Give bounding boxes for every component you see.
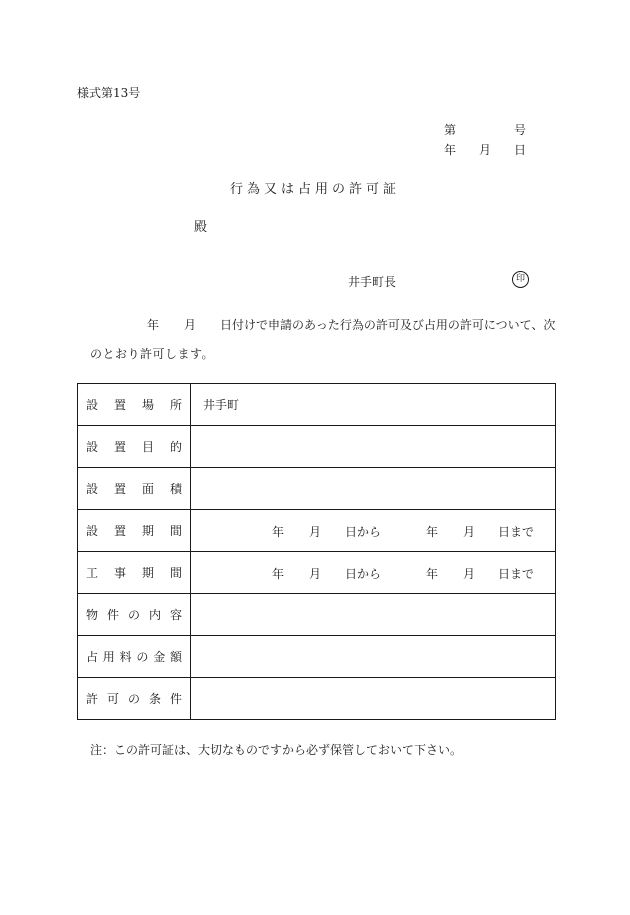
row-label-text [78,522,190,539]
label-char: の [136,650,149,664]
label-char: 間 [169,566,182,580]
period-end-year: 年 [426,525,439,539]
period-start-month: 月 [309,525,322,539]
row-value [191,510,556,552]
period-start-year: 年 [272,525,285,539]
note-text: 注：この許可証は、大切なものですから必ず保管しておいて下さい。 [90,743,463,757]
row-value [191,678,556,720]
issuer-name: 井手町長 [348,275,397,289]
row-label-text [78,480,190,497]
table-row [78,594,556,636]
row-label-text [78,396,190,413]
label-char: 的 [169,440,182,454]
table-row [78,678,556,720]
row-value [191,384,556,426]
label-char: 置 [113,482,126,496]
row-value [191,636,556,678]
body-text: 日付けで申請のあった行為の許可及び占用の許可について、次 [220,318,556,332]
label-char: 場 [141,398,154,412]
label-char: 面 [141,482,154,496]
number-suffix: 号 [513,123,526,137]
label-char: 用 [102,650,115,664]
installation-period [191,510,555,551]
label-char: 件 [106,608,119,622]
label-char: 容 [169,608,182,622]
body-month: 月 [184,318,197,332]
row-label [78,426,191,468]
label-char: 設 [86,524,99,538]
row-label-text [78,564,190,581]
table-row [78,510,556,552]
label-char: 条 [148,692,161,706]
label-char: 設 [86,398,99,412]
label-char: 事 [113,566,126,580]
issue-date [444,141,526,158]
period-to: 日まで [498,567,535,581]
label-char: 金 [153,650,166,664]
permit-table [77,383,556,720]
period-end-month: 月 [463,525,476,539]
label-char: 設 [86,482,99,496]
period-end-month: 月 [463,567,476,581]
number-prefix: 第 [444,123,457,137]
row-label-text [78,606,190,623]
document-number [444,121,526,138]
document-title: 行為又は占用の許可証 [229,182,400,197]
label-char: 占 [86,650,99,664]
label-char: 目 [141,440,154,454]
seal-mark: 印 [512,271,529,288]
row-label [78,636,191,678]
period-start-month: 月 [309,567,322,581]
table-row [78,552,556,594]
date-day: 日 [513,143,526,157]
label-char: 積 [169,482,182,496]
label-char: 置 [113,398,126,412]
date-month: 月 [478,143,491,157]
label-char: 置 [113,440,126,454]
construction-period [191,552,555,593]
date-year: 年 [444,143,457,157]
table-row [78,426,556,468]
label-char: 物 [86,608,99,622]
form-number: 様式第13号 [77,86,141,100]
row-label-text [78,690,190,707]
period-from: 日から [345,525,382,539]
label-char: の [127,692,140,706]
label-char: 内 [148,608,161,622]
label-char: 置 [113,524,126,538]
table-row [78,384,556,426]
label-char: 料 [119,650,132,664]
row-value [191,552,556,594]
label-char: 期 [141,524,154,538]
period-to: 日まで [498,525,535,539]
label-char: 設 [86,440,99,454]
label-char: 可 [106,692,119,706]
label-char: の [127,608,140,622]
label-char: 所 [169,398,182,412]
table-row [78,468,556,510]
body-line-2: のとおり許可します。 [90,347,215,361]
period-start-year: 年 [272,567,285,581]
row-value-text: 井手町 [203,398,240,412]
row-label [78,594,191,636]
label-char: 額 [169,650,182,664]
label-char: 間 [169,524,182,538]
period-from: 日から [345,567,382,581]
label-char: 期 [141,566,154,580]
row-value [191,426,556,468]
label-char: 件 [169,692,182,706]
label-char: 許 [86,692,99,706]
row-label-text [78,648,190,665]
row-value [191,594,556,636]
row-label-text [78,438,190,455]
addressee-honorific: 殿 [194,220,208,235]
row-label [78,468,191,510]
period-end-year: 年 [426,567,439,581]
label-char: 工 [86,566,99,580]
row-label [78,510,191,552]
body-year: 年 [147,318,160,332]
row-label [78,384,191,426]
row-value [191,468,556,510]
row-label [78,552,191,594]
table-row [78,636,556,678]
row-label [78,678,191,720]
